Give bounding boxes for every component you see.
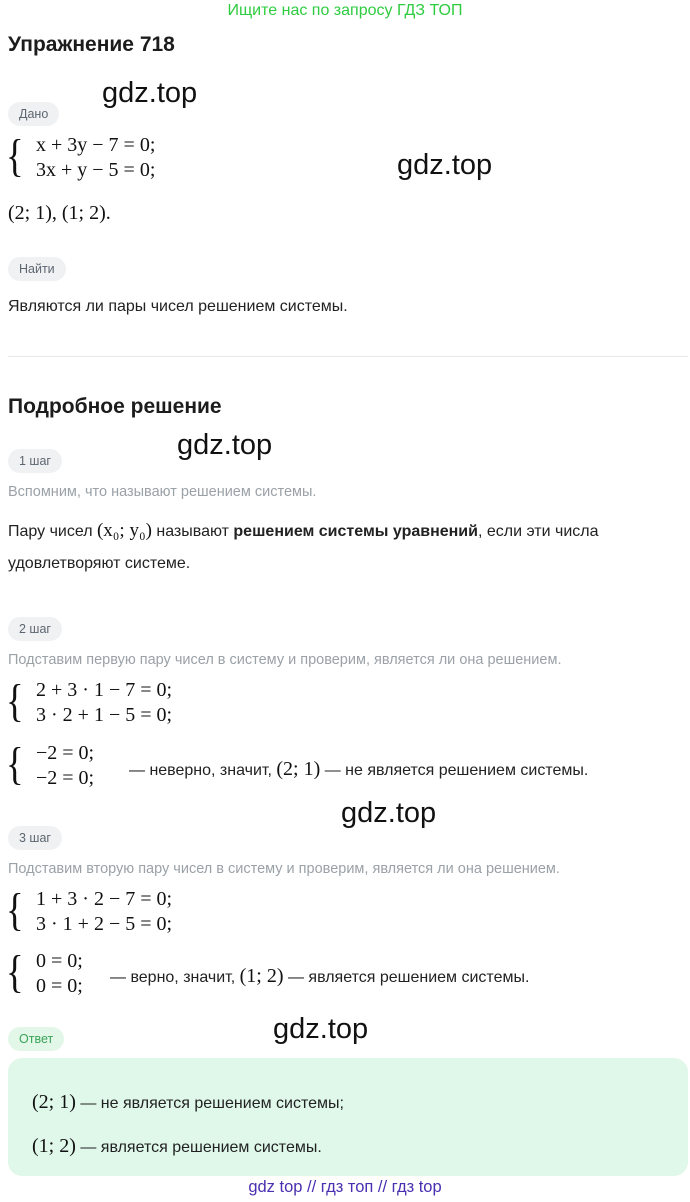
footer-links[interactable]: gdz top // гдз топ // гдз top (248, 1178, 442, 1196)
pair: (1; 2) (239, 965, 284, 987)
top-banner[interactable]: Ищите нас по запросу ГДЗ ТОП (227, 2, 463, 19)
text: — является решением системы. (283, 969, 530, 986)
text: Пару чисел (8, 523, 97, 540)
equation: 3 · 2 + 1 − 5 = 0; (36, 704, 173, 726)
find-label: Найти (8, 257, 66, 281)
step2-conclusion (129, 757, 588, 782)
step3-conclusion (110, 964, 529, 989)
bold-term: решением системы уравнений (233, 523, 478, 540)
answer-label: Ответ (8, 1027, 64, 1051)
text: — неверно, значит, (129, 762, 277, 779)
step1-hint: Вспомним, что называют решением системы. (8, 484, 317, 500)
step3-system (36, 887, 172, 937)
given-pairs: (2; 1), (1; 2). (8, 202, 111, 224)
watermark: gdz.top (341, 797, 437, 829)
pair: (1; 2) (32, 1135, 76, 1157)
system-brace: { (6, 946, 24, 997)
given-system (36, 133, 155, 183)
watermark: gdz.top (177, 429, 273, 461)
watermark: gdz.top (273, 1013, 369, 1045)
step2-system (36, 678, 172, 728)
step3-result-system (36, 949, 83, 999)
step2-hint: Подставим первую пару чисел в систему и проверим, является ли она решением. (8, 652, 562, 668)
exercise-title: Упражнение 718 (8, 33, 175, 56)
system-brace: { (6, 130, 24, 181)
equation: 0 = 0; (36, 975, 83, 997)
text: — не является решением системы. (320, 762, 589, 779)
system-brace: { (6, 675, 24, 726)
step3-hint: Подставим вторую пару чисел в систему и проверим, является ли она решением. (8, 861, 560, 877)
system-brace: { (6, 738, 24, 789)
step1-label: 1 шаг (8, 449, 62, 473)
step2-result-system (36, 741, 94, 791)
answer-line-1 (32, 1090, 344, 1115)
pair: (2; 1) (276, 758, 321, 780)
step2-label: 2 шаг (8, 617, 62, 641)
step1-definition (8, 518, 599, 543)
watermark: gdz.top (397, 149, 493, 181)
watermark: gdz.top (102, 77, 198, 109)
text: , если эти числа (477, 523, 599, 540)
equation: −2 = 0; (36, 742, 95, 764)
text: — верно, значит, (110, 969, 240, 986)
equation: −2 = 0; (36, 767, 95, 789)
equation: 0 = 0; (36, 950, 83, 972)
equation: 1 + 3 · 2 − 7 = 0; (36, 888, 173, 910)
solution-title: Подробное решение (8, 395, 222, 418)
text: — не является решением системы; (75, 1095, 344, 1112)
find-text: Являются ли пары чисел решением системы. (8, 298, 348, 315)
pair: (x₀; y₀) (96, 520, 152, 541)
equation: 2 + 3 · 1 − 7 = 0; (36, 679, 173, 701)
given-label: Дано (8, 102, 59, 126)
equation: x + 3y − 7 = 0; (36, 134, 156, 156)
equation: 3x + y − 5 = 0; (36, 159, 156, 181)
step1-definition-line2: удовлетворяют системе. (8, 555, 191, 572)
answer-line-2 (32, 1134, 322, 1159)
divider (8, 356, 688, 357)
system-brace: { (6, 884, 24, 935)
step3-label: 3 шаг (8, 826, 62, 850)
equation: 3 · 1 + 2 − 5 = 0; (36, 913, 173, 935)
pair: (2; 1) (32, 1091, 76, 1113)
text: — является решением системы. (75, 1139, 322, 1156)
text: называют (151, 523, 234, 540)
